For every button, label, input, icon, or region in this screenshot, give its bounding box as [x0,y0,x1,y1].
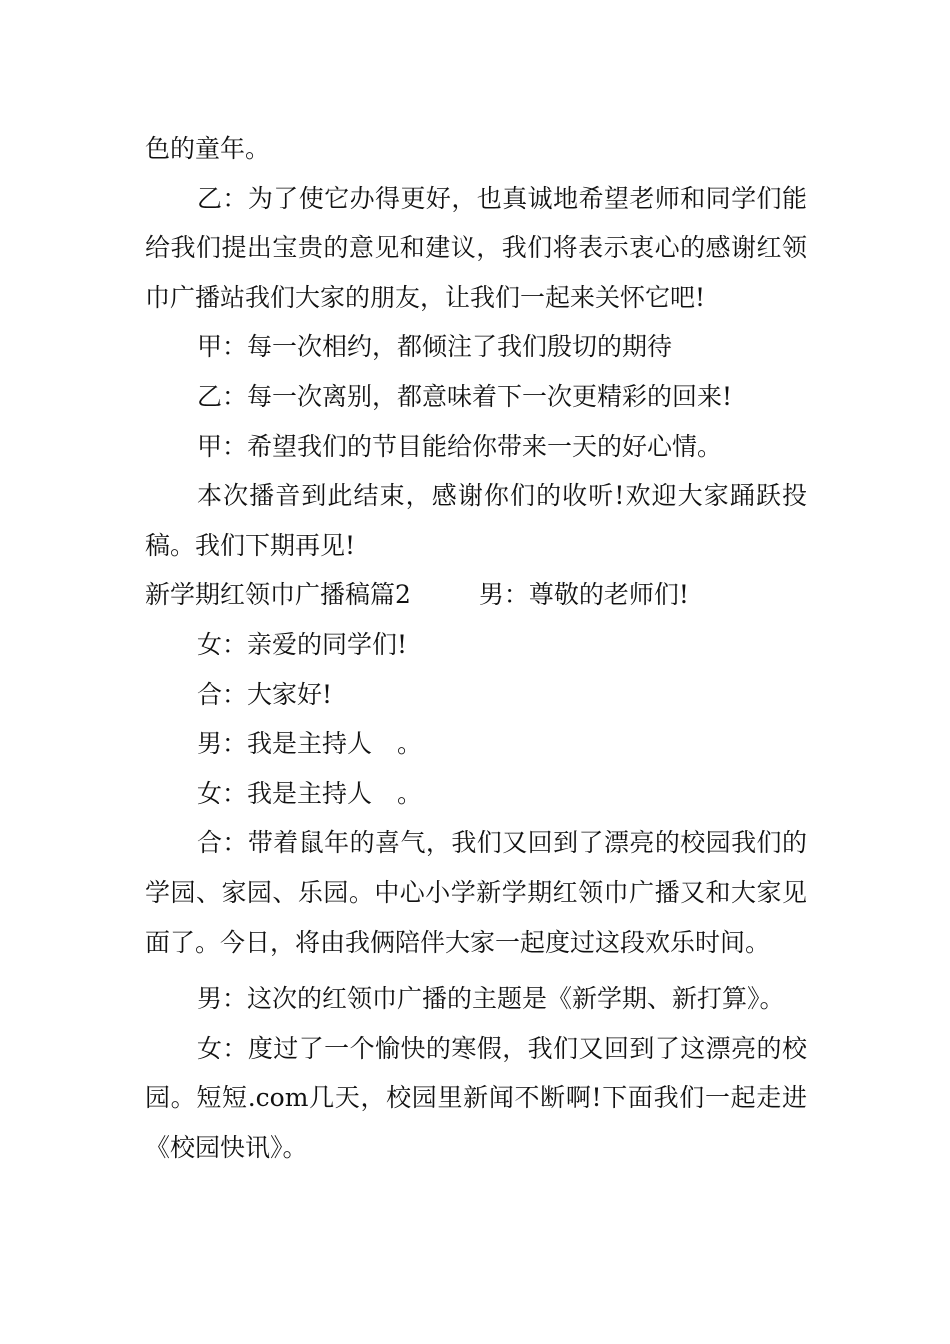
paragraph-8: 合：大家好! [197,679,333,709]
paragraph-4: 乙：每一次离别，都意味着下一次更精彩的回来! [197,381,733,411]
section-first-line: 男：尊敬的老师们! [478,580,689,610]
section-title: 新学期红领巾广播稿篇2 [145,580,411,610]
document-page [145,124,807,1172]
paragraph-11: 合：带着鼠年的喜气，我们又回到了漂亮的校园我们的学园、家园、乐园。中心小学新学期红领巾广播又和大家见面了。今日，将由我俩陪伴大家一起度过这段欢乐时间。 [145,828,807,957]
paragraph-9: 男：我是主持人 。 [197,729,423,759]
paragraph-6: 本次播音到此结束，感谢你们的收听!欢迎大家踊跃投稿。我们下期再见! [145,481,807,560]
paragraph-12: 男：这次的红领巾广播的主题是《新学期、新打算》。 [197,984,785,1014]
paragraph-2: 乙：为了使它办得更好，也真诚地希望老师和同学们能给我们提出宝贵的意见和建议，我们将表示衷心的感谢红领巾广播站我们大家的朋友，让我们一起来关怀它吧! [145,183,807,312]
paragraph-10: 女：我是主持人 。 [197,778,423,808]
paragraph-13: 女：度过了一个愉快的寒假，我们又回到了这漂亮的校园。短短.com几天，校园里新闻不断啊!下面我们一起走进《校园快讯》。 [145,1033,807,1162]
section-heading [145,570,807,620]
paragraph-5: 甲：希望我们的节目能给你带来一天的好心情。 [197,431,723,461]
paragraph-7: 女：亲爱的同学们! [197,629,408,659]
paragraph-1: 色的童年。 [145,134,271,163]
paragraph-3: 甲：每一次相约，都倾注了我们殷切的期待 [197,332,673,362]
